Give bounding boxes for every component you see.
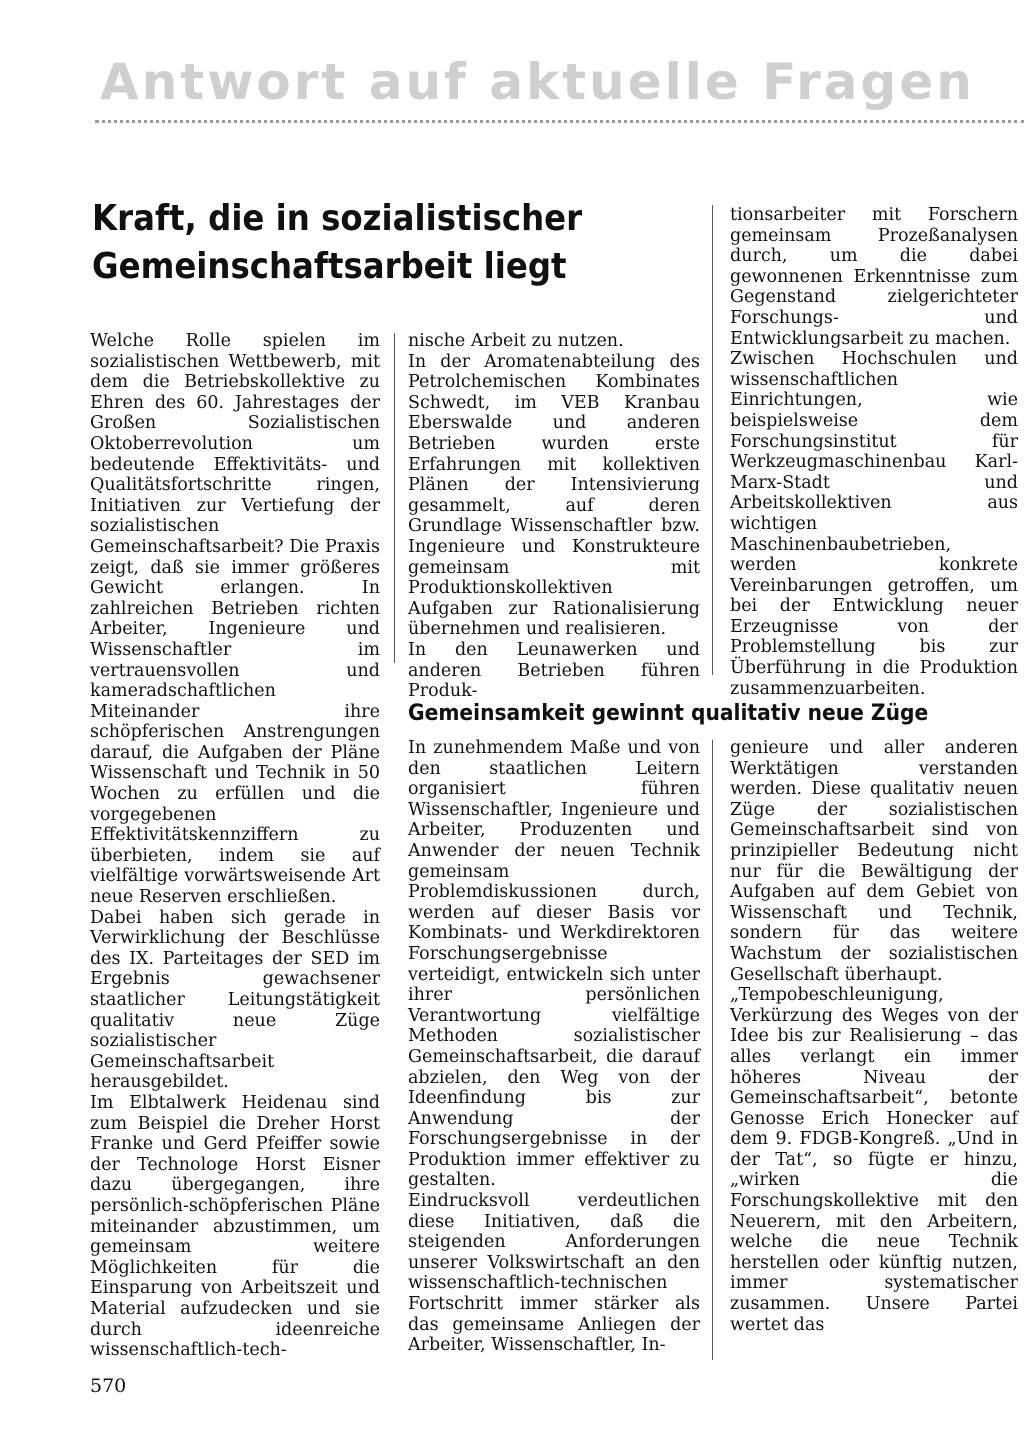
section-header: Antwort auf aktuelle Fragen bbox=[100, 53, 975, 111]
paragraph: Zwischen Hochschulen und wissenschaftlichen Einrichtungen, wie beispielsweise dem Forschungsinstitut für Werkzeugmaschinenbau Karl-Marx-Stadt und Arbeitskollektiven aus wichtigen Maschinenbaubetrieben, werden konkrete Vereinbarungen getroffen, um bei der Entwicklung neuer Erzeugnisse von der Problemstellung bis zur Überführung in die Produktion zusammenzuarbeiten. bbox=[730, 349, 1018, 699]
text-column-2 bbox=[408, 331, 700, 702]
paragraph: In zunehmendem Maße und von den staatlichen Leitern organisiert führen Wissenschaftler, Ingenieure und Arbeiter, Produzenten und Anwender der neuen Technik gemeinsam Problemdiskussionen durch, werden auf dieser Basis vor Kombinats- und Werkdirektoren Forschungsergebnisse verteidigt, entwickeln sich unter ihrer persönlichen Verantwortung vielfältige Methoden sozialistischer Gemeinschaftsarbeit, die darauf abzielen, den Weg von der Ideenfindung bis zur Anwendung der Forschungsergebnisse in der Produktion immer effektiver zu gestalten. bbox=[408, 738, 700, 1191]
text-column-3 bbox=[730, 205, 1018, 699]
text-column-1 bbox=[90, 331, 380, 1361]
paragraph: In den Leunawerken und anderen Betrieben führen Produk- bbox=[408, 639, 700, 702]
article-title-line-2: Gemeinschaftsarbeit liegt bbox=[92, 246, 567, 287]
paragraph: nische Arbeit zu nutzen. bbox=[408, 331, 624, 351]
paragraph: In der Aromatenabteilung des Petrolchemischen Kombinates Schwedt, im VEB Kranbau Eberswalde und anderen Betrieben wurden erste Erfahrungen mit kollektiven Plänen der Intensivierung gesammelt, auf deren Grundlage Wissenschaftler bzw. Ingenieure und Konstrukteure gemeinsam mit Produktionskollektiven Aufgaben zur Rationalisierung übernehmen und realisieren. bbox=[408, 351, 700, 640]
paragraph: Welche Rolle spielen im sozialistischen Wettbewerb, mit dem die Betriebskollektive zu Ehren des 60. Jahrestages der Großen Sozialistischen Oktoberrevolution um bedeutende Effektivitäts- und Qualitätsfortschritte ringen, Initiativen zur Vertiefung der sozialistischen Gemeinschaftsarbeit? Die Praxis zeigt, daß sie immer größeres Gewicht erlangen. In zahlreichen Betrieben richten Arbeiter, Ingenieure und Wissenschaftler im vertrauensvollen und kameradschaftlichen Miteinander ihre schöpferischen Anstrengungen darauf, die Aufgaben der Pläne Wissenschaft und Technik in 50 Wochen zu erfüllen und die vorgegebenen Effektivitätskennziffern zu überbieten, indem sie auf vielfältige vorwärtsweisende Art neue Reserven erschließen. bbox=[90, 331, 380, 908]
column-divider bbox=[394, 333, 395, 663]
text-column-4 bbox=[408, 738, 700, 1356]
article-title bbox=[92, 195, 632, 291]
text-column-5 bbox=[730, 738, 1018, 1335]
paragraph: Im Elbtalwerk Heidenau sind zum Beispiel die Dreher Horst Franke und Gerd Pfeiffer sowie der Technologe Horst Eisner dazu übergegangen, ihre persönlich-schöpferischen Pläne miteinander abzustimmen, um gemeinsam weitere Möglichkeiten für die Einsparung von Arbeitszeit und Material aufzudecken und sie durch ideenreiche wissenschaftlich-tech- bbox=[90, 1092, 380, 1361]
header-rule bbox=[95, 120, 1024, 123]
paragraph: tionsarbeiter mit Forschern gemeinsam Prozeßanalysen durch, um die dabei gewonnenen Erkenntnisse zum Gegenstand zielgerichteter Forschungs- und Entwicklungsarbeit zu machen. bbox=[730, 205, 1018, 349]
subheading: Gemeinsamkeit gewinnt qualitativ neue Züge bbox=[408, 701, 929, 726]
paragraph: „Tempobeschleunigung, Verkürzung des Weges von der Idee bis zur Realisierung – das alles verlangt ein immer höheres Niveau der Gemeinschaftsarbeit“, betonte Genosse Erich Honecker auf dem 9. FDGB-Kongreß. „Und in der Tat“, so fügte er hinzu, „wirken die Forschungskollektive mit den Neuerern, mit den Arbeitern, welche die neue Technik herstellen oder künftig nutzen, immer systematischer zusammen. Unsere Partei wertet das bbox=[730, 985, 1018, 1335]
column-divider bbox=[712, 205, 713, 675]
paragraph: Dabei haben sich gerade in Verwirklichung der Beschlüsse des IX. Parteitages der SED im Ergebnis gewachsener staatlicher Leitungstätigkeit qualitativ neue Züge sozialistischer Gemeinschaftsarbeit herausgebildet. bbox=[90, 907, 380, 1093]
paragraph: Eindrucksvoll verdeutlichen diese Initiativen, daß die steigenden Anforderungen unserer Volkswirtschaft an den wissenschaftlich-technischen Fortschritt immer stärker als das gemeinsame Anliegen der Arbeiter, Wissenschaftler, In- bbox=[408, 1191, 700, 1356]
page-number: 570 bbox=[90, 1375, 127, 1397]
column-divider bbox=[712, 740, 713, 1360]
article-title-line-1: Kraft, die in sozialistischer bbox=[92, 198, 583, 239]
paragraph: genieure und aller anderen Werktätigen verstanden werden. Diese qualitativ neuen Züge der sozialistischen Gemeinschaftsarbeit sind von prinzipieller Bedeutung nicht nur für die Bewältigung der Aufgaben auf dem Gebiet von Wissenschaft und Technik, sondern für das weitere Wachstum der sozialistischen Gesellschaft überhaupt. bbox=[730, 738, 1018, 985]
